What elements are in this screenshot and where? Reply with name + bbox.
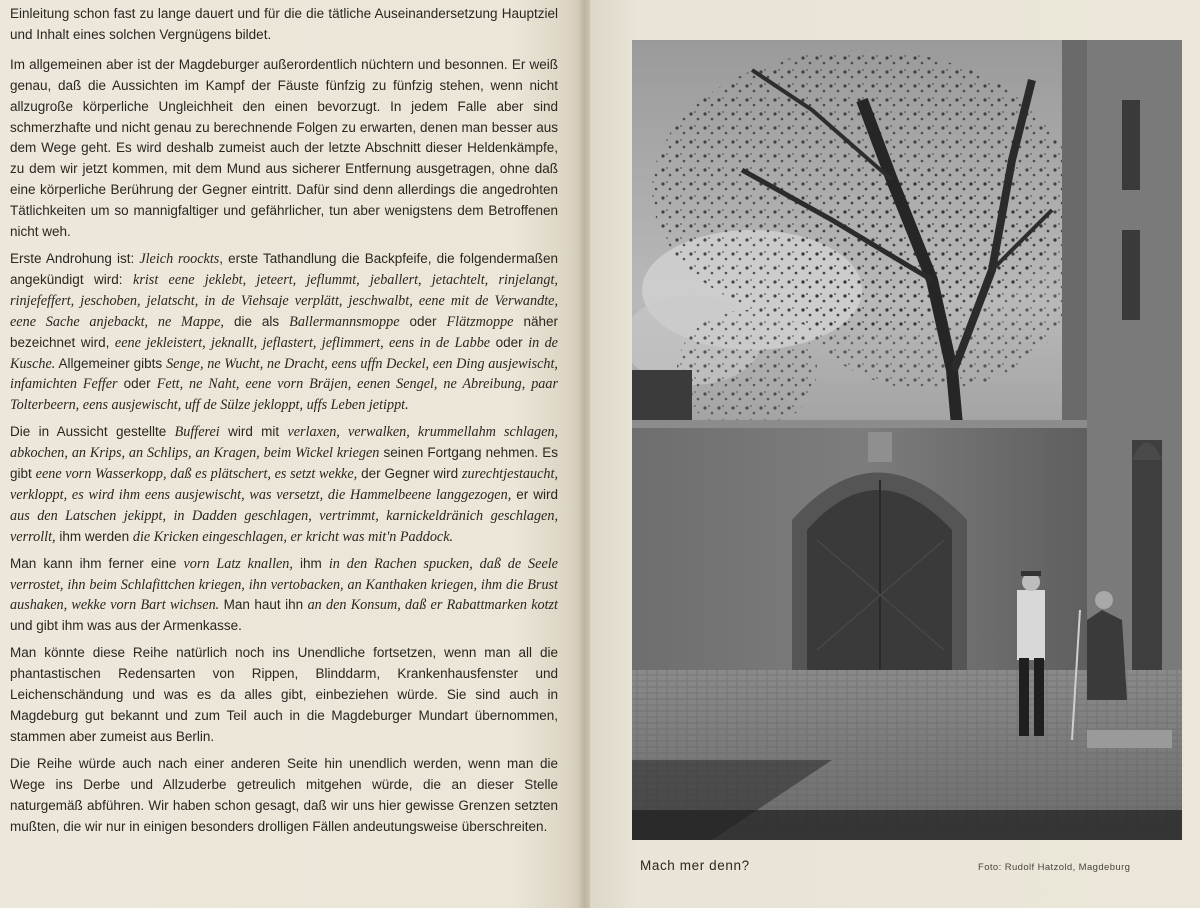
text-run: Man könnte diese Reihe natürlich noch ins Unendliche fortsetzen, wenn man all die phantastischen Redensarten von Rippen, Blinddarm, Krankenhausfenster und Leichenschändung und was es da alles gibt, einbeziehen würde. Sie sind auch in Magdeburg gut bekannt und zum Teil auch in die Magdeburger Mundart übernommen, stammen aber zumeist aus Berlin. xyxy=(10,645,558,744)
text-run: , erste Tathandlung die Backpfeife, die folgendermaßen angekündigt wird: xyxy=(10,250,558,287)
photo-credit: Foto: Rudolf Hatzold, Magdeburg xyxy=(978,862,1131,873)
text-run: die als xyxy=(223,313,290,329)
paragraph xyxy=(10,4,558,46)
text-run: der Gegner wird xyxy=(357,466,462,482)
text-run: und gibt ihm was aus der Armenkasse. xyxy=(10,618,242,634)
text-run: oder xyxy=(117,376,157,392)
paragraph xyxy=(10,249,558,416)
text-run: oder xyxy=(399,313,447,329)
paragraph xyxy=(10,754,558,838)
paragraph xyxy=(10,554,558,638)
text-run: Die in Aussicht gestellte xyxy=(10,424,175,440)
photo-caption: Mach mer denn? xyxy=(640,858,750,873)
dialect-phrase: in den Rachen spucken, daß de Seele verrostet, ihn beim Schlafittchen kriegen, ihn vertobacken, an Kanthaken kriegen, ihm die Brust aushaken, wekke vorn Bart wichsen. xyxy=(10,555,558,614)
dialect-phrase: krist eene jeklebt, jeteert, jeflummt, jeballert, jetachtelt, rinjelangt, rinjefeffert, jeschoben, jelatscht, in de Viehsaje verplätt, jeschwalbt, eene mit de Verwandte, eene Sache anjebackt, ne Mappe, xyxy=(10,271,558,330)
text-run: seinen Fortgang nehmen. Es gibt xyxy=(10,445,558,482)
dialect-phrase: Senge, ne Wucht, ne Dracht, eens uffn Deckel, een Ding ausjewischt, infamichten Feffer xyxy=(10,355,558,393)
text-run: Allgemeiner gibts xyxy=(55,355,167,371)
text-run: ihm werden xyxy=(55,528,133,544)
dialect-phrase: die Kricken eingeschlagen, er kricht was mit'n Paddock. xyxy=(132,528,454,545)
text-run: Im allgemeinen aber ist der Magdeburger außerordentlich nüchtern und besonnen. Er weiß genau, daß die Aussichten im Kampf der Fäuste fünfzig zu fünfzig stehen, wenn nicht allzugroße körperliche Ungleichheit den einen bevorzugt. In jedem Falle aber sind schmerzhafte und nicht genau zu berechnende Folgen zu erwarten, denen man besser aus dem Wege geht. Es wird deshalb zumeist auch der letzte Abschnitt dieser Heldenkämpfe, zu dem wir jetzt kommen, mit dem Mund aus sicherer Entfernung ausgetragen, ohne daß eine körperliche Berührung der Gegner eintritt. Dafür sind denn allerdings die angedrohten Tätlichkeiten um so mannigfaltiger und gefährlicher, tun aber wenigstens dem Betroffenen nicht weh. xyxy=(10,56,558,240)
text-run: Die Reihe würde auch nach einer anderen Seite hin unendlich werden, wenn man die Wege ins Derbe und Allzuderbe getreulich mitgehen würde, die an dieser Stelle naturgemäß abführen. Wir haben schon gesagt, daß wir uns hier gewisse Grenzen setzten mußten, die wir nur in einigen besonders drolligen Fällen andeutungsweise überschreiten. xyxy=(10,755,558,834)
body-text xyxy=(10,4,558,843)
dialect-phrase: verlaxen, verwalken, krummellahm schlagen, abkochen, an Krips, an Schlips, an Kragen, beim Wickel kriegen xyxy=(10,424,559,462)
dialect-phrase: Flätzmoppe xyxy=(446,313,514,330)
text-run: ihm xyxy=(292,555,329,571)
text-run: näher bezeichnet wird, xyxy=(10,313,558,350)
text-run: er wird xyxy=(511,486,558,502)
text-run: Einleitung schon fast zu lange dauert und für die die tätliche Auseinandersetzung Hauptziel und Inhalt eines solchen Vergnügens bildet. xyxy=(10,6,558,42)
paragraph xyxy=(10,55,558,243)
dialect-phrase: an den Konsum, daß er Rabattmarken kotzt xyxy=(307,597,559,614)
text-run: Erste Androhung ist: xyxy=(10,250,140,266)
dialect-phrase: zurechtjestaucht, verkloppt, es wird ihm eens ausjewischt, was versetzt, die Hammelbeene langgezogen, xyxy=(10,466,558,503)
paragraph xyxy=(10,422,558,547)
text-run: Man haut ihn xyxy=(219,597,308,613)
dialect-phrase: Ballermannsmoppe xyxy=(289,313,400,330)
dialect-phrase: eene jekleistert, jeknallt, jeflastert, jeflimmert, eens in de Labbe xyxy=(114,334,491,351)
text-run: oder xyxy=(490,334,529,350)
dialect-phrase: Jleich roockts xyxy=(139,250,220,267)
left-page xyxy=(0,0,584,908)
dialect-phrase: Fett, ne Naht, eene vorn Bräjen, eenen Sengel, ne Abreibung, paar Tolterbeern, eens ausjewischt, uff de Sülze jekloppt, uffs Leben jetippt. xyxy=(10,376,558,414)
dialect-phrase: vorn Latz knallen, xyxy=(183,555,293,572)
dialect-phrase: in de Kusche. xyxy=(10,334,558,372)
photograph-courtyard-gate xyxy=(632,40,1182,840)
dialect-phrase: aus den Latschen jekippt, in Dadden geschlagen, vertrimmt, karnickeldränich geschlagen, verrollt, xyxy=(10,507,558,545)
dialect-phrase: Bufferei xyxy=(174,424,220,441)
dialect-phrase: eene vorn Wasserkopp, daß es plätschert, es setzt wekke, xyxy=(35,466,358,483)
text-run: wird mit xyxy=(219,424,288,440)
text-run: Man kann ihm ferner eine xyxy=(10,555,184,571)
paragraph xyxy=(10,643,558,748)
